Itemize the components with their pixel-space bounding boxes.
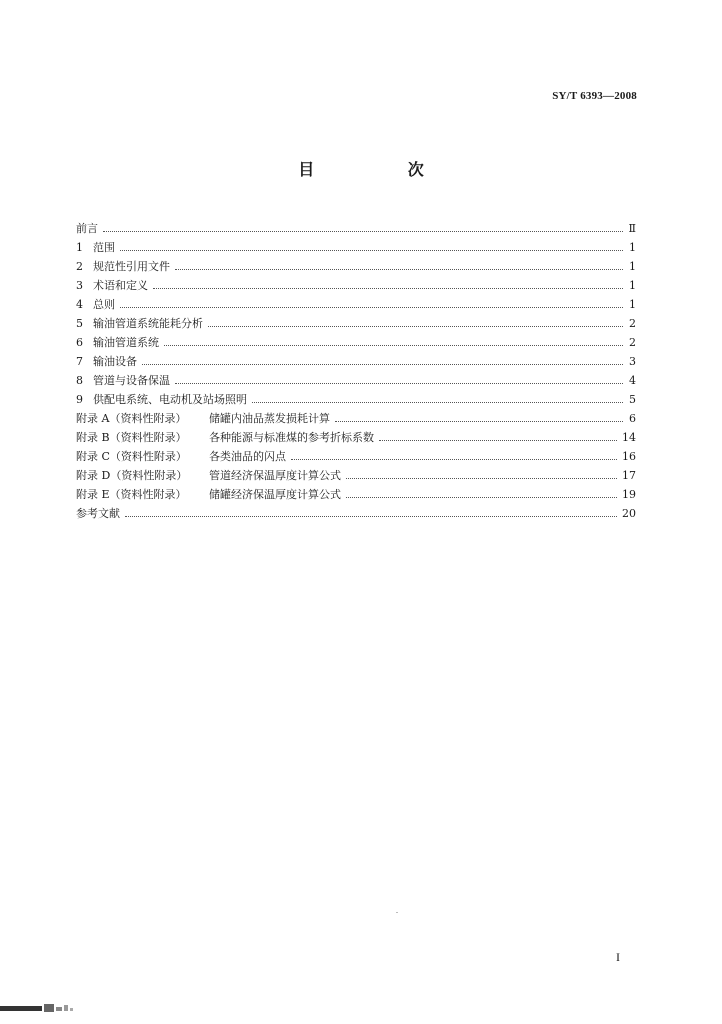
toc-entry-number: 1 (76, 241, 83, 254)
toc-leader-dots (379, 439, 617, 441)
toc-leader-dots (120, 306, 623, 308)
toc-leader-dots (291, 458, 617, 460)
page-number: I (616, 950, 620, 964)
toc-entry-number: 2 (76, 260, 83, 273)
toc-entry (76, 216, 636, 235)
toc-entry (76, 463, 636, 482)
toc-leader-dots (142, 363, 623, 365)
toc-leader-dots (153, 287, 623, 289)
toc-entry-number: 8 (76, 374, 83, 387)
toc-entry-appendix-prefix: 附录 C（资料性附录） (76, 450, 187, 463)
toc-entry-page: 1 (629, 241, 636, 254)
toc-entry (76, 330, 636, 349)
toc-entry-appendix-prefix: 附录 B（资料性附录） (76, 431, 187, 444)
toc-entry-label: 输油管道系统能耗分析 (93, 317, 203, 330)
toc-entry-number: 3 (76, 279, 83, 292)
toc-entry-label: 前言 (76, 222, 98, 235)
toc-entry-label: 管道与设备保温 (93, 374, 170, 387)
toc-entry-page: 2 (629, 317, 636, 330)
table-of-contents (76, 216, 636, 520)
toc-entry (76, 311, 636, 330)
toc-leader-dots (252, 401, 623, 403)
toc-entry-number: 4 (76, 298, 83, 311)
toc-entry-page: 6 (629, 412, 636, 425)
page-title: 目 次 (298, 160, 468, 179)
standard-code: SY/T 6393—2008 (552, 90, 637, 102)
toc-entry-number: 9 (76, 393, 83, 406)
toc-leader-dots (346, 477, 617, 479)
toc-entry-page: 20 (622, 507, 636, 520)
toc-leader-dots (125, 515, 617, 517)
toc-entry (76, 368, 636, 387)
toc-entry-page: 1 (629, 260, 636, 273)
toc-entry-label: 参考文献 (76, 507, 120, 520)
toc-entry-page: 19 (622, 488, 636, 501)
toc-entry (76, 444, 636, 463)
toc-leader-dots (335, 420, 623, 422)
toc-entry-label: 各类油品的闪点 (209, 450, 286, 463)
toc-entry-page: 1 (629, 279, 636, 292)
toc-entry (76, 425, 636, 444)
toc-entry-label: 总则 (93, 298, 115, 311)
toc-entry (76, 254, 636, 273)
toc-leader-dots (175, 382, 623, 384)
toc-entry (76, 406, 636, 425)
toc-entry-label: 储罐内油品蒸发损耗计算 (209, 412, 330, 425)
toc-entry-number: 6 (76, 336, 83, 349)
toc-entry-page: 2 (629, 336, 636, 349)
toc-entry (76, 349, 636, 368)
toc-entry-label: 输油管道系统 (93, 336, 159, 349)
toc-entry-page: 1 (629, 298, 636, 311)
toc-entry (76, 273, 636, 292)
toc-leader-dots (103, 230, 623, 232)
scan-artifact (0, 1000, 80, 1016)
toc-leader-dots (120, 249, 623, 251)
toc-entry-label: 供配电系统、电动机及站场照明 (93, 393, 247, 406)
toc-entry-label: 术语和定义 (93, 279, 148, 292)
toc-entry-appendix-prefix: 附录 D（资料性附录） (76, 469, 188, 482)
toc-entry (76, 387, 636, 406)
toc-entry-page: 5 (629, 393, 636, 406)
toc-entry-label: 规范性引用文件 (93, 260, 170, 273)
toc-entry-label: 储罐经济保温厚度计算公式 (209, 488, 341, 501)
toc-entry-page: 17 (622, 469, 636, 482)
toc-entry (76, 292, 636, 311)
toc-leader-dots (164, 344, 623, 346)
toc-entry-appendix-prefix: 附录 A（资料性附录） (76, 412, 187, 425)
toc-entry-label: 范围 (93, 241, 115, 254)
toc-entry-label: 各种能源与标准煤的参考折标系数 (209, 431, 374, 444)
toc-entry (76, 482, 636, 501)
toc-entry-page: 14 (622, 431, 636, 444)
toc-entry-page: 16 (622, 450, 636, 463)
toc-leader-dots (208, 325, 623, 327)
toc-entry-page: 4 (629, 374, 636, 387)
toc-entry-number: 7 (76, 355, 83, 368)
toc-entry-number: 5 (76, 317, 83, 330)
toc-entry-page: 3 (629, 355, 636, 368)
toc-entry-appendix-prefix: 附录 E（资料性附录） (76, 488, 187, 501)
toc-leader-dots (175, 268, 623, 270)
toc-entry-label: 管道经济保温厚度计算公式 (209, 469, 341, 482)
scan-speck (396, 912, 398, 913)
toc-leader-dots (346, 496, 617, 498)
toc-entry (76, 501, 636, 520)
toc-entry-label: 输油设备 (93, 355, 137, 368)
toc-entry-page: Ⅱ (628, 222, 636, 235)
toc-entry (76, 235, 636, 254)
